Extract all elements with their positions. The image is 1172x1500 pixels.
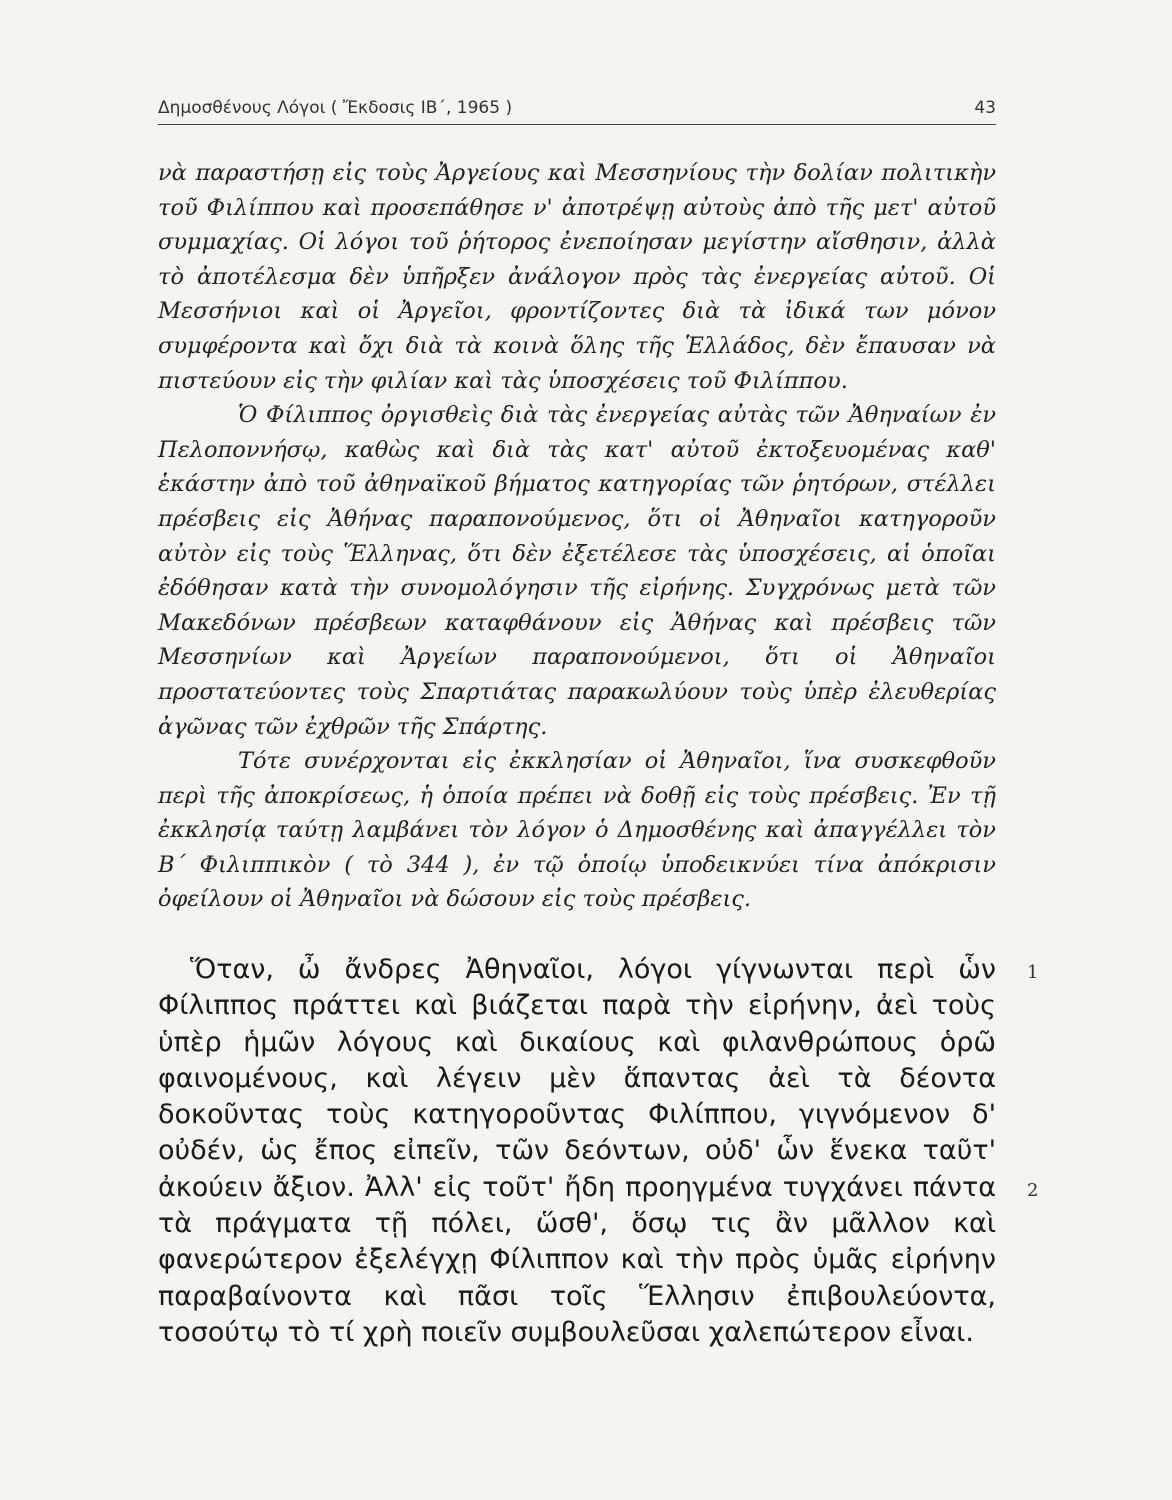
oration-paragraph: Ὅταν, ὦ ἄνδρες Ἀθηναῖοι, λόγοι γίγνωνται περὶ ὧν Φίλιππος πράττει καὶ βιάζεται παρὰ τὴν εἰρήνην, ἀεὶ τοὺς ὑπὲρ ἡμῶν λόγους καὶ δικαίους καὶ φιλανθρώπους ὁρῶ φαινομένους, καὶ λέγειν μὲν ἅπαντας ἀεὶ τὰ δέοντα δοκοῦντας τοὺς κατηγοροῦντας Φιλίππου, γιγνόμενον δ' οὐδέν, ὡς ἔπος εἰπεῖν, τῶν δεόντων, οὐδ' ὧν ἕνεκα ταῦτ' ἀκούειν ἄξιον. Ἀλλ' εἰς τοῦτ' ἤδη προηγμένα τυγχάνει πάντα τὰ πράγματα τῇ πόλει, ὥσθ', ὅσῳ τις ἂν μᾶλλον καὶ φανερώτερον ἐξελέγχῃ Φίλιππον καὶ τὴν πρὸς ὑμᾶς εἰρήνην παραβαίνοντα καὶ πᾶσι τοῖς Ἕλλησιν ἐπιβουλεύοντα, τοσούτῳ τὸ τί χρὴ ποιεῖν συμβουλεῦσαι χαλεπώτερον εἶναι. xyxy=(158,954,996,1348)
summary-paragraph-2: Ὁ Φίλιππος ὀργισθεὶς διὰ τὰς ἐνεργείας αὐτὰς τῶν Ἀθηναίων ἐν Πελοποννήσῳ, καθὼς καὶ διὰ τὰς κατ' αὐτοῦ ἐκτοξευομένας καθ' ἑκάστην ἀπὸ τοῦ ἀθηναϊκοῦ βήματος κατηγορίας τῶν ῥητόρων, στέλλει πρέσβεις εἰς Ἀθήνας παραπονούμενος, ὅτι οἱ Ἀθηναῖοι κατηγοροῦν αὐτὸν εἰς τοὺς Ἕλληνας, ὅτι δὲν ἐξετέλεσε τὰς ὑποσχέσεις, αἱ ὁποῖαι ἐδόθησαν κατὰ τὴν συνομολόγησιν τῆς εἰρήνης. Συγχρόνως μετὰ τῶν Μακεδόνων πρέσβεων καταφθάνουν εἰς Ἀθήνας καὶ πρέσβεις τῶν Μεσσηνίων καὶ Ἀργείων παραπονούμενοι, ὅτι οἱ Ἀθηναῖοι προστατεύοντες τοὺς Σπαρτιάτας παρακωλύουν τοὺς ὑπὲρ ἐλευθερίας ἀγῶνας τῶν ἐχθρῶν τῆς Σπάρτης. xyxy=(158,402,996,740)
page-number: 43 xyxy=(974,98,996,118)
summary-paragraph-3: Τότε συνέρχονται εἰς ἐκκλησίαν οἱ Ἀθηναῖοι, ἵνα συσκεφθοῦν περὶ τῆς ἀποκρίσεως, ἡ ὁποία πρέπει νὰ δοθῇ εἰς τοὺς πρέσβεις. Ἐν τῇ ἐκκλησίᾳ ταύτῃ λαμβάνει τὸν λόγον ὁ Δημοσθένης καὶ ἀπαγγέλλει τὸν Β΄ Φιλιππικὸν ( τὸ 344 ), ἐν τῷ ὁποίῳ ὑποδεικνύει τίνα ἀπόκρισιν ὀφείλουν οἱ Ἀθηναῖοι νὰ δώσουν εἰς τοὺς πρέσβεις. xyxy=(158,748,996,913)
running-title: Δημοσθένους Λόγοι ( Ἔκδοσις ΙΒ΄, 1965 ) xyxy=(158,98,513,118)
section-number-2: 2 xyxy=(1027,1180,1039,1201)
running-head xyxy=(158,98,996,118)
section-number-1: 1 xyxy=(1027,962,1039,983)
summary-text xyxy=(158,156,996,917)
header-rule xyxy=(158,124,996,125)
oration-text xyxy=(158,952,996,1351)
summary-paragraph-1: νὰ παραστήσῃ εἰς τοὺς Ἀργείους καὶ Μεσσηνίους τὴν δολίαν πολιτικὴν τοῦ Φιλίππου καὶ προσεπάθησε ν' ἀποτρέψῃ αὐτοὺς ἀπὸ τῆς μετ' αὐτοῦ συμμαχίας. Οἱ λόγοι τοῦ ῥήτορος ἐνεποίησαν μεγίστην αἴσθησιν, ἀλλὰ τὸ ἀποτέλεσμα δὲν ὑπῆρξεν ἀνάλογον πρὸς τὰς ἐνεργείας αὐτοῦ. Οἱ Μεσσήνιοι καὶ οἱ Ἀργεῖοι, φροντίζοντες διὰ τὰ ἰδικά των μόνον συμφέροντα καὶ ὄχι διὰ τὰ κοινὰ ὅλης τῆς Ἑλλάδος, δὲν ἔπαυσαν νὰ πιστεύουν εἰς τὴν φιλίαν καὶ τὰς ὑποσχέσεις τοῦ Φιλίππου. xyxy=(158,160,996,394)
